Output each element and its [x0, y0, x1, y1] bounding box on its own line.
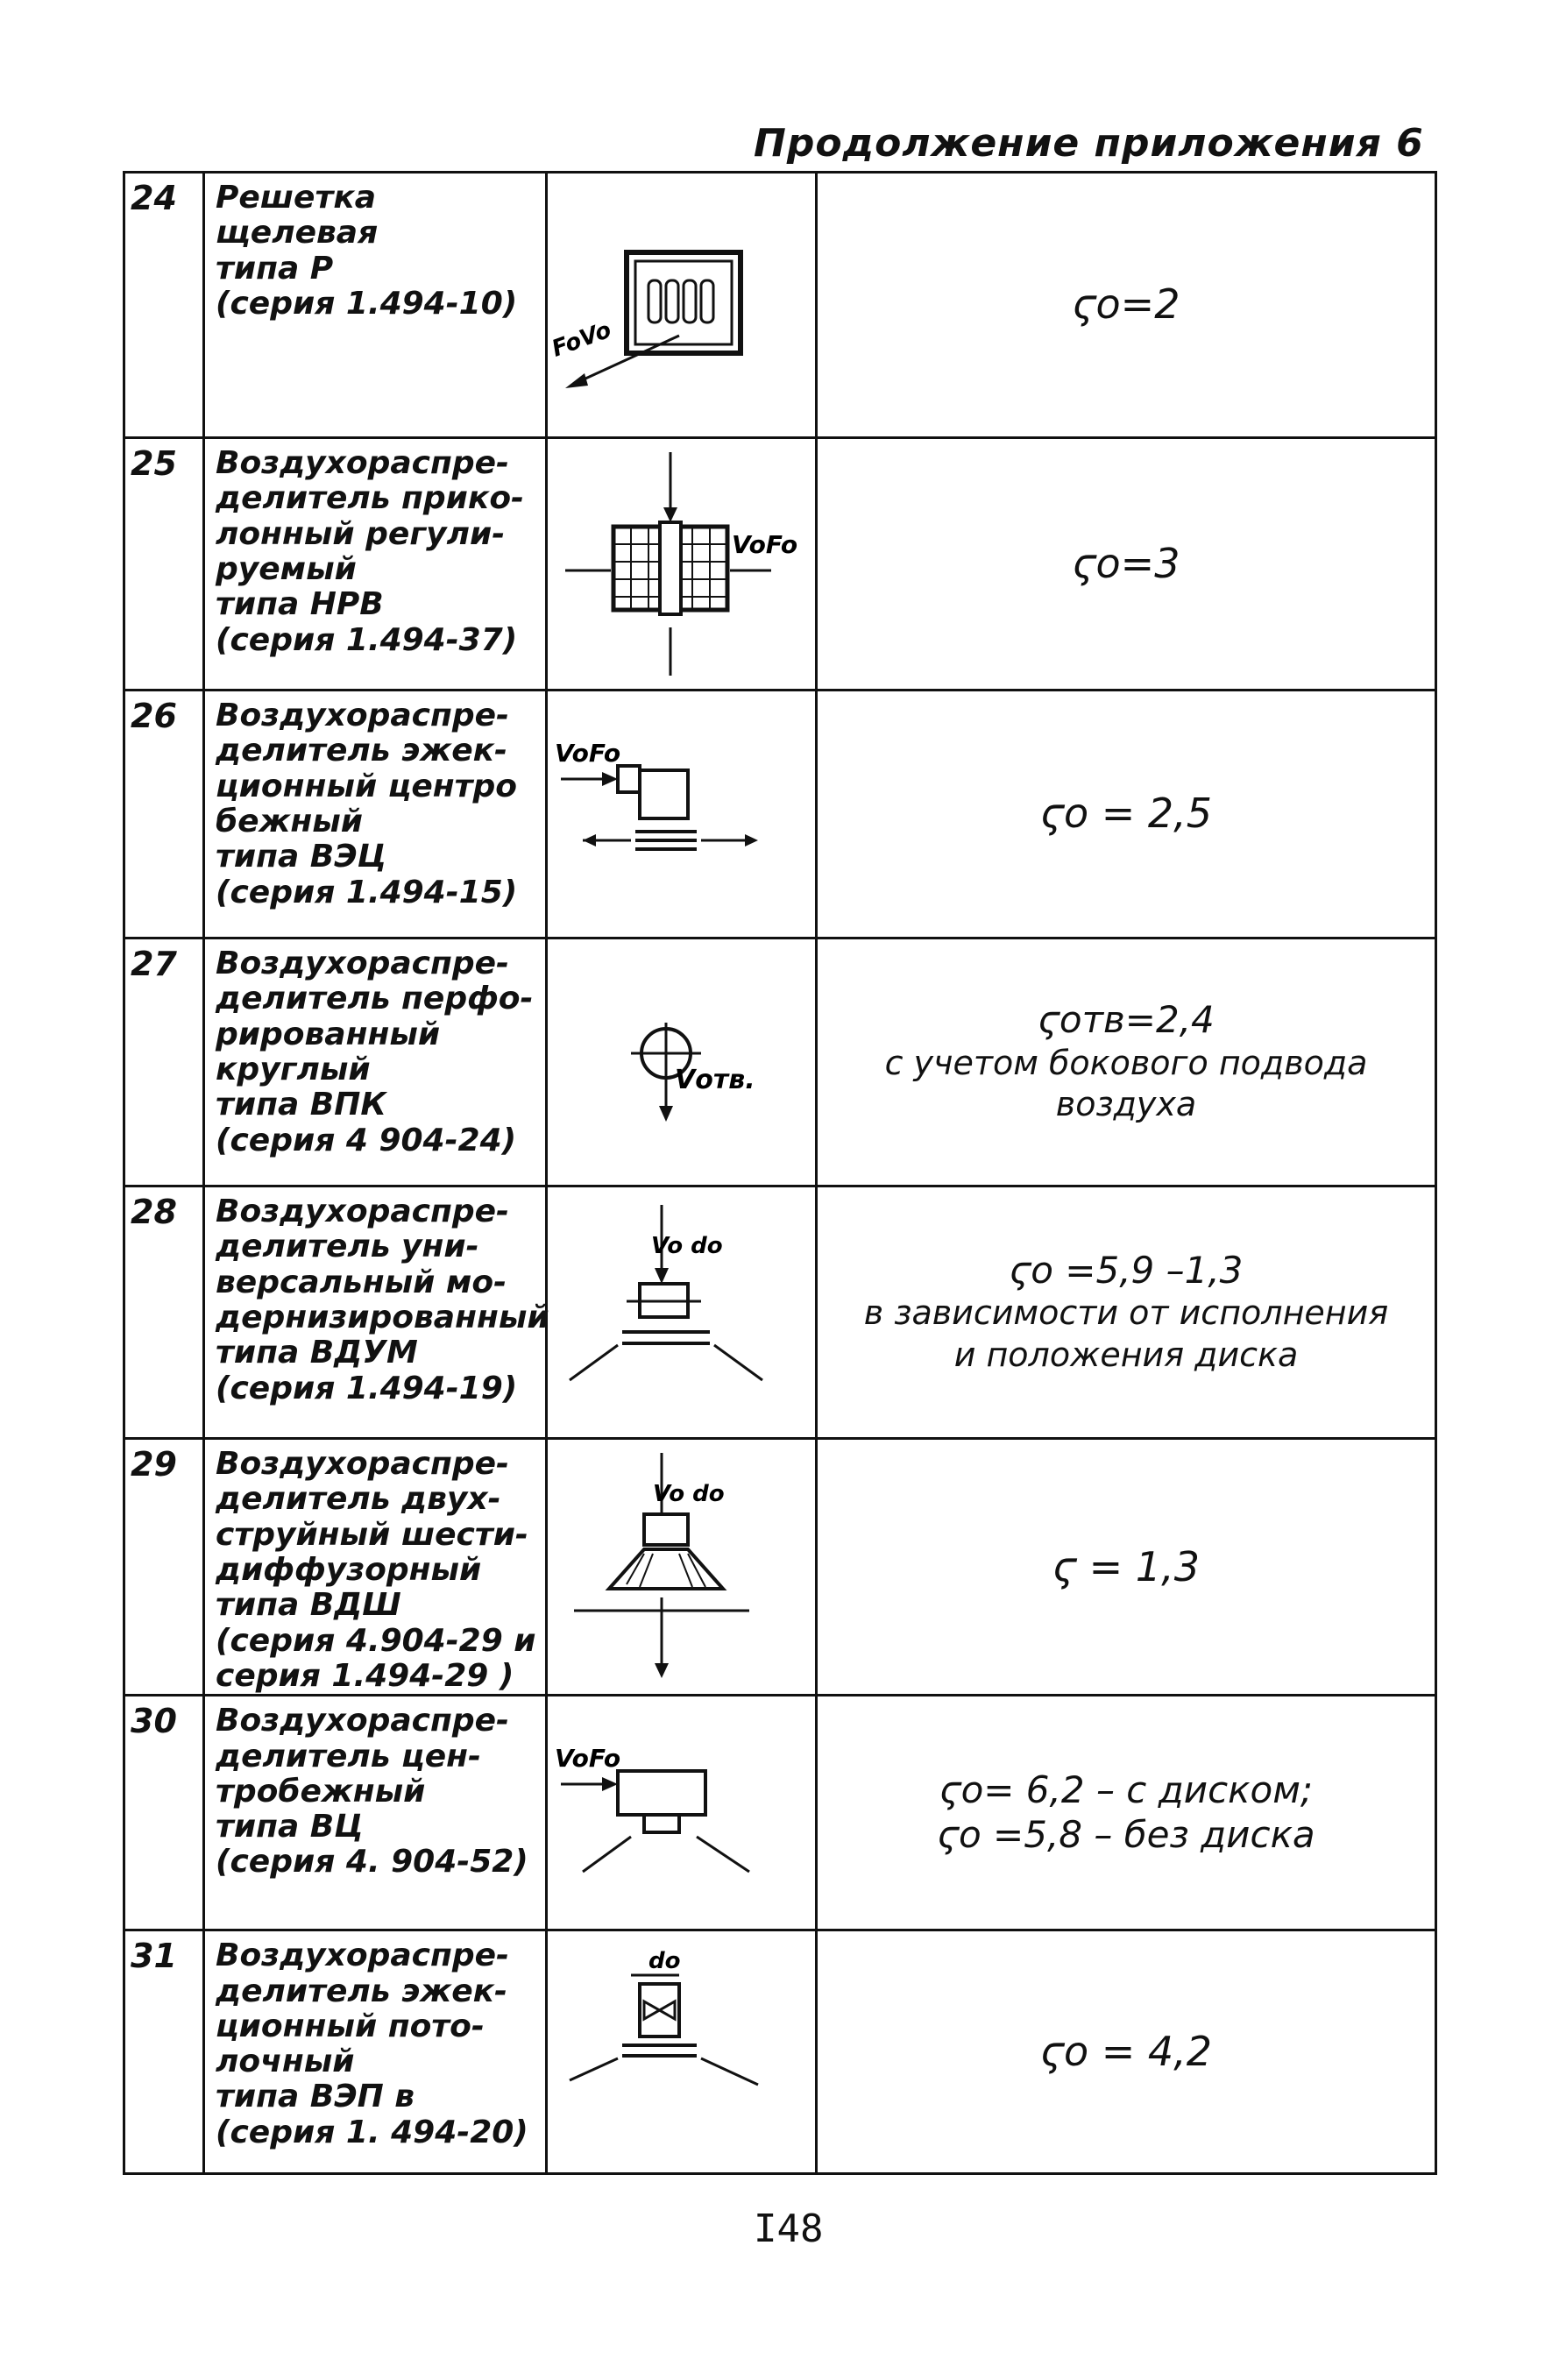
table-row: 30 Воздухораспре- делитель цен- тробежный типа ВЦ (серия 4. 904-52) VoFo ϛo= 6,2 – с диском; ϛo =5,8 – без диска	[124, 1696, 1436, 1930]
page-header: Продолжение приложения 6	[754, 121, 1424, 166]
row-name: Решетка щелевая типа Р (серия 1.494-10)	[204, 173, 547, 438]
page-number: I48	[754, 2206, 824, 2251]
svg-text:VoFo: VoFo	[732, 530, 798, 559]
diffuser-nrv-diagram	[547, 438, 817, 691]
table-row: 25 Воздухораспре- делитель прико- лонный регули- руемый типа НРВ (серия 1.494-37) VoFo ϛo=3	[124, 438, 1436, 691]
row-name: Воздухораспре- делитель перфо- рированный круглый типа ВПК (серия 4 904-24)	[204, 939, 547, 1186]
row-name: Воздухораспре- делитель эжек- ционный центро бежный типа ВЭЦ (серия 1.494-15)	[204, 691, 547, 939]
table-row: 26 Воздухораспре- делитель эжек- ционный центро бежный типа ВЭЦ (серия 1.494-15) VoFo ϛo = 2,5	[124, 691, 1436, 939]
row-name: Воздухораспре- делитель прико- лонный регули- руемый типа НРВ (серия 1.494-37)	[204, 438, 547, 691]
table-row: 27 Воздухораспре- делитель перфо- рированный круглый типа ВПК (серия 4 904-24) Vотв. ϛотв=2,4 с учетом бокового подвода воздуха	[124, 939, 1436, 1186]
diffuser-vc-diagram	[547, 1696, 817, 1930]
row-name: Воздухораспре- делитель двух- струйный шести- диффузорный типа ВДШ (серия 4.904-29 и серия 1.494-29 )	[204, 1439, 547, 1696]
row-number: 24	[124, 173, 204, 438]
row-name: Воздухораспре- делитель эжек- ционный пото- лочный типа ВЭП в (серия 1. 494-20)	[204, 1930, 547, 2174]
diffuser-vpk-diagram	[547, 939, 817, 1186]
table-row	[124, 173, 1436, 438]
svg-text:Vo do: Vo do	[651, 1233, 723, 1259]
table-row: 31 Воздухораспре- делитель эжек- ционный пото- лочный типа ВЭП в (серия 1. 494-20) do ϛo = 4,2	[124, 1930, 1436, 2174]
svg-text:Vo do: Vo do	[653, 1481, 725, 1507]
svg-text:do: do	[648, 1948, 681, 1975]
row-name: Воздухораспре- делитель уни- версальный мо- дернизированный типа ВДУМ (серия 1.494-19)	[204, 1186, 547, 1439]
svg-text:VoFo: VoFo	[555, 739, 621, 768]
diffuser-vdum-diagram	[547, 1186, 817, 1439]
diffuser-vec-diagram	[547, 691, 817, 939]
appendix-table	[123, 171, 1437, 2175]
diffuser-vdsh-diagram	[547, 1439, 817, 1696]
diffuser-vep-diagram	[547, 1930, 817, 2174]
svg-text:FoVo: FoVo	[548, 316, 615, 363]
resistance-value: ϛo=2	[817, 173, 1436, 438]
grille-diagram	[547, 173, 817, 438]
svg-text:VoFo: VoFo	[555, 1744, 621, 1774]
table-row: 28 Воздухораспре- делитель уни- версальный мо- дернизированный типа ВДУМ (серия 1.494-19) Vo do ϛo =5,9 –1,3 в зависимости от исполнения и положения диска	[124, 1186, 1436, 1439]
svg-text:Vотв.: Vотв.	[675, 1065, 755, 1095]
row-name: Воздухораспре- делитель цен- тробежный типа ВЦ (серия 4. 904-52)	[204, 1696, 547, 1930]
table-row: 29 Воздухораспре- делитель двух- струйный шести- диффузорный типа ВДШ (серия 4.904-29 и серия 1.494-29 ) Vo do ϛ = 1,3	[124, 1439, 1436, 1696]
